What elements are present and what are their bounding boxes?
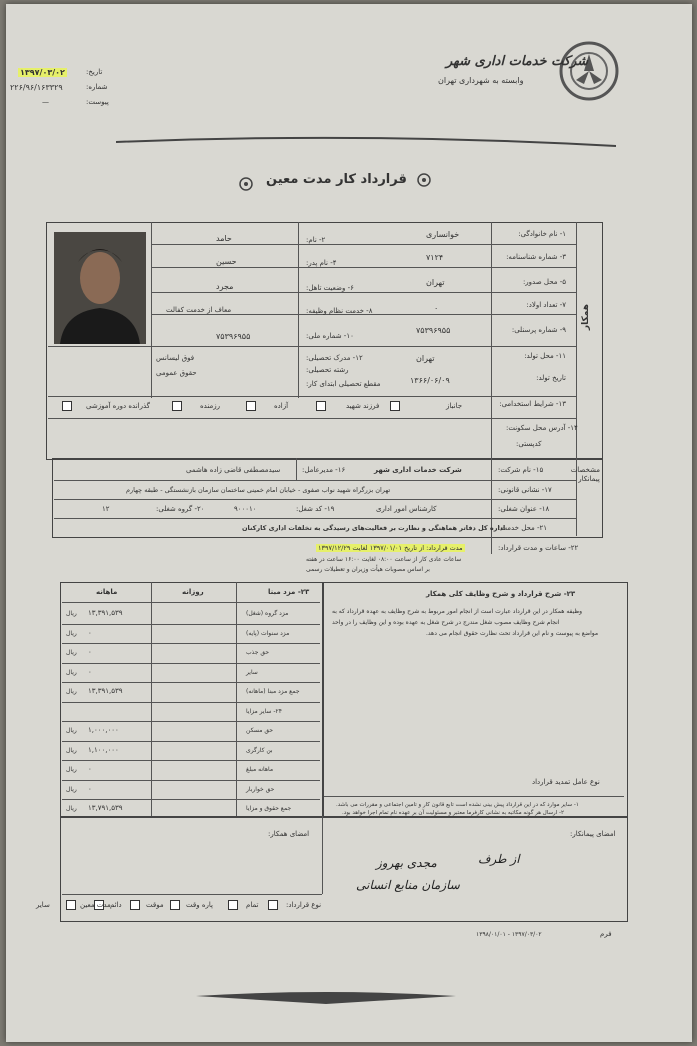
renewal-label: نوع عامل تمدید قرارداد bbox=[532, 778, 600, 786]
salary-row-divider bbox=[62, 760, 320, 761]
type-option-1: پاره وقت bbox=[186, 901, 213, 909]
employer-section-label: مشخصات پیمانکار bbox=[570, 466, 600, 483]
type-option-3: دائم bbox=[110, 901, 122, 909]
salary-row-month: ۰ bbox=[88, 667, 92, 676]
company-subtitle: وابسته به شهرداری تهران bbox=[438, 76, 524, 85]
military-label: ۸- خدمت نظام وظیفه: bbox=[306, 307, 373, 315]
issue-place-value: تهران bbox=[426, 278, 445, 287]
header-divider bbox=[116, 124, 616, 154]
marital-status-label: ۶- وضعیت تاهل: bbox=[306, 284, 354, 292]
salary-row-month: ۱۳,۷۹۱,۵۳۹ bbox=[88, 804, 123, 812]
hire-option-0-checkbox[interactable] bbox=[390, 401, 400, 411]
salary-row-item: جمع حقوق و مزایا bbox=[246, 805, 292, 812]
contract-title: قرارداد کار مدت معین bbox=[266, 172, 407, 187]
type-option-1-checkbox[interactable] bbox=[228, 900, 238, 910]
type-option-2: موقت bbox=[146, 901, 164, 909]
job-group-label: ۲۰- گروه شغلی: bbox=[156, 505, 205, 513]
issue-place-label: ۵- محل صدور: bbox=[522, 278, 566, 286]
hire-option-2: آزاده bbox=[274, 402, 289, 410]
salary-row-divider bbox=[62, 643, 320, 644]
hire-option-3: رزمنده bbox=[200, 402, 220, 410]
type-option-0: تمام bbox=[246, 901, 259, 909]
type-option-5-checkbox[interactable] bbox=[66, 900, 76, 910]
military-value: معاف از خدمت کفالت bbox=[166, 306, 232, 314]
type-option-4: مدت معین bbox=[80, 901, 111, 909]
salary-row-item: مزد گروه (شغل) bbox=[246, 610, 289, 617]
salary-row-month: ۰ bbox=[88, 628, 92, 637]
contract-page bbox=[6, 4, 692, 1042]
type-option-0-checkbox[interactable] bbox=[268, 900, 278, 910]
attach-value: — bbox=[42, 98, 49, 106]
type-option-5: سایر bbox=[36, 901, 50, 909]
national-id-value: ۷۵۳۹۶۹۵۵ bbox=[216, 332, 251, 341]
company-label: ۱۵- نام شرکت: bbox=[498, 466, 544, 474]
hire-option-4: گذرانده دوره آموزشی bbox=[86, 402, 151, 410]
first-name-label: ۲- نام: bbox=[306, 236, 326, 244]
field-value: حقوق عمومی bbox=[156, 369, 197, 377]
family-name-label: ۱- نام خانوادگی: bbox=[518, 230, 566, 238]
salary-row-item: حق مسکن bbox=[246, 727, 274, 734]
salary-row-divider bbox=[62, 780, 320, 781]
title-ornament-icon bbox=[238, 176, 254, 192]
contract-type-label: نوع قرارداد: bbox=[286, 901, 322, 909]
marital-status-value: مجرد bbox=[216, 282, 234, 291]
salary-row-item: حق جذب bbox=[246, 649, 270, 656]
hire-option-0: جانباز bbox=[446, 402, 463, 410]
duration-label: ۲۲- ساعات و مدت قرارداد: bbox=[498, 544, 579, 552]
salary-row-month: ۰ bbox=[88, 765, 92, 773]
contractor-signature-label: امضای پیمانکار: bbox=[570, 830, 616, 838]
job-code-label: ۱۹- کد شغل: bbox=[296, 505, 335, 513]
education-value: فوق لیسانس bbox=[156, 354, 195, 362]
employee-section-label: همکار bbox=[581, 304, 591, 331]
salary-head-item: ۲۳- مزد مبنا bbox=[268, 588, 310, 596]
family-name-value: خوانساری bbox=[426, 230, 460, 239]
salary-row-unit: ریال bbox=[66, 727, 77, 734]
hire-option-3-checkbox[interactable] bbox=[172, 401, 182, 411]
salary-row-divider bbox=[62, 702, 320, 703]
personnel-number-label: ۹- شماره پرسنلی: bbox=[511, 326, 566, 334]
salary-row-unit: ریال bbox=[66, 629, 77, 637]
salary-row-month: ۱۳,۳۹۱,۵۳۹ bbox=[88, 609, 123, 617]
postal-code-label: کدپستی: bbox=[516, 440, 542, 448]
job-title-value: کارشناس امور اداری bbox=[376, 505, 437, 513]
manager-label: ۱۶- مدیرعامل: bbox=[302, 466, 346, 474]
id-number-value: ۷۱۲۴ bbox=[426, 253, 444, 262]
address-label: ۱۴- آدرس محل سکونت: bbox=[506, 424, 578, 432]
salary-row-divider bbox=[62, 663, 320, 664]
national-id-label: ۱۰- شماره ملی: bbox=[306, 332, 354, 340]
salary-row-item: مزد سنوات (پایه) bbox=[246, 629, 290, 637]
salary-row-divider bbox=[62, 799, 320, 800]
hire-option-1-checkbox[interactable] bbox=[316, 401, 326, 411]
salary-row-divider bbox=[62, 682, 320, 683]
duties-title: ۲۳- شرح قرارداد و شرح وظایف کلی همکار bbox=[426, 590, 576, 598]
job-group-value: ۱۲ bbox=[102, 505, 110, 513]
note-1: ۱- سایر موارد که در این قرارداد پیش بینی نشده است تابع قانون کار و تامین اجتماعی و مقررات می باشد. bbox=[336, 802, 579, 808]
hire-option-1: فرزند شهید bbox=[346, 402, 380, 410]
salary-row-unit: ریال bbox=[66, 668, 77, 676]
hours-value-2: بر اساس مصوبات هیأت وزیران و تعطیلات رسمی bbox=[306, 566, 430, 573]
job-title-label: ۱۸- عنوان شغلی: bbox=[498, 505, 550, 513]
date-label: تاریخ: bbox=[86, 68, 103, 76]
salary-head-month: ماهانه bbox=[96, 588, 118, 596]
form-code: ۱۳۹۷/۰۳/۰۲ - ۱۳۹۸/۰۱/۰۱ bbox=[476, 931, 542, 938]
salary-row-unit: ریال bbox=[66, 766, 77, 773]
salary-head-day: روزانه bbox=[182, 588, 204, 596]
salary-row-month: ۰ bbox=[88, 648, 92, 656]
edu-place-label: مقطع تحصیلی ابتدای کار: bbox=[306, 380, 381, 388]
first-name-value: حامد bbox=[216, 234, 232, 243]
salary-row-unit: ریال bbox=[66, 649, 77, 656]
signature-name: مجدی بهروز bbox=[376, 856, 437, 870]
duties-line-2: مواضع به پیوست و نام این قرارداد تحت نظارت حقوق انجام می دهد. bbox=[426, 630, 599, 637]
company-name: شرکت خدمات اداری شهر bbox=[446, 54, 589, 69]
salary-row-unit: ریال bbox=[66, 785, 77, 793]
father-name-label: ۴- نام پدر: bbox=[306, 259, 337, 267]
salary-row-item: ماهانه مبلغ bbox=[246, 766, 274, 773]
duties-line-0: وظیفه همکار در این قرارداد عبارت است از انجام امور مربوط به شرح وظایف به عهده قرارداد که به bbox=[332, 608, 583, 615]
salary-row-divider bbox=[62, 624, 320, 625]
birth-place-label: ۱۱- محل تولد: bbox=[524, 352, 566, 360]
birth-place-value: تهران bbox=[416, 354, 435, 363]
duration-value: مدت قرارداد: از تاریخ ۱۳۹۷/۰۱/۰۱ لغایت ۱۳۹۷/۱۲/۲۹ bbox=[318, 544, 463, 552]
number-label: شماره: bbox=[86, 83, 108, 91]
company-value: شرکت خدمات اداری شهر bbox=[374, 466, 462, 474]
company-logo-icon bbox=[558, 40, 620, 102]
salary-row-divider bbox=[62, 741, 320, 742]
form-label: فرم bbox=[600, 930, 612, 938]
salary-row-item: سایر bbox=[246, 668, 258, 676]
father-name-value: حسین bbox=[216, 257, 237, 266]
number-value: ۲۲۶/۹۶/۱۶۳۳۲۹ bbox=[10, 83, 63, 92]
type-option-3-checkbox[interactable] bbox=[130, 900, 140, 910]
work-place-label: ۲۱- محل خدمت: bbox=[498, 524, 548, 532]
note-2: ۲- ارسال هر گونه مکاتبه به نشانی کارفرما معتبر و مسئولیت آن بر عهده نام تمام اجرا خواهد بود. bbox=[342, 810, 564, 816]
salary-row-month: ۰ bbox=[88, 784, 92, 793]
employee-signature-label: امضای همکار: bbox=[268, 830, 310, 838]
salary-row-item: بن کارگری bbox=[246, 746, 273, 754]
salary-row-divider bbox=[62, 721, 320, 722]
personnel-number-value: ۷۵۳۹۶۹۵۵ bbox=[416, 326, 451, 335]
attach-label: پیوست: bbox=[86, 98, 109, 106]
legal-address-value: تهران بزرگراه شهید نواب صفوی - خیابان امام خمینی ساختمان سازمان بازنشستگی - طبقه چهارم bbox=[126, 486, 391, 494]
salary-row-unit: ریال bbox=[66, 688, 77, 695]
birth-date-label: تاریخ تولد: bbox=[536, 374, 566, 382]
hours-value: ساعات عادی کار از ساعت ۰۸:۰۰ لغایت ۱۶:۰۰ ساعت در هفته bbox=[306, 556, 462, 563]
salary-row-month: ۱۳,۳۹۱,۵۳۹ bbox=[88, 687, 123, 695]
job-code-value: ۹۰۰۰۱۰ bbox=[234, 505, 257, 513]
field-label: رشته تحصیلی: bbox=[306, 366, 349, 374]
work-place-value: اداره کل دفاتر هماهنگی و نظارت بر فعالیت‌های رسیدگی به تخلفات اداری کارکنان bbox=[242, 524, 506, 532]
salary-row-item: جمع مزد مبنا (ماهانه) bbox=[246, 688, 300, 695]
manager-value: سیدمصطفی قاضی زاده هاشمی bbox=[186, 466, 281, 474]
salary-row-item: حق خواربار bbox=[246, 785, 275, 793]
legal-address-label: ۱۷- نشانی قانونی: bbox=[498, 486, 552, 494]
duties-line-1: انجام شرح وظایف مصوب شغل مندرج در شرح شغل به عهده بوده و این وظایف را در واحد bbox=[332, 619, 560, 626]
signature-from: از طرف bbox=[478, 852, 520, 866]
children-count-value: ۰ bbox=[434, 304, 439, 313]
education-label: ۱۲- مدرک تحصیلی: bbox=[306, 354, 363, 362]
hire-option-2-checkbox[interactable] bbox=[246, 401, 256, 411]
children-count-label: ۷- تعداد اولاد: bbox=[526, 301, 566, 309]
employee-photo bbox=[54, 232, 146, 344]
salary-row-unit: ریال bbox=[66, 805, 77, 812]
hire-option-4-checkbox[interactable] bbox=[62, 401, 72, 411]
salary-row-month: ۱,۱۰۰,۰۰۰ bbox=[88, 745, 119, 754]
date-value: ۱۳۹۷/۰۳/۰۲ bbox=[20, 68, 65, 77]
id-number-label: ۳- شماره شناسنامه: bbox=[506, 253, 566, 261]
type-option-2-checkbox[interactable] bbox=[170, 900, 180, 910]
signature-org: سازمان منابع انسانی bbox=[356, 878, 460, 892]
title-ornament-icon bbox=[416, 172, 432, 188]
salary-row-item: ۲۴- سایر مزایا bbox=[246, 707, 282, 715]
hire-conditions-label: ۱۳- شرایط استخدامی: bbox=[499, 400, 566, 408]
salary-row-unit: ریال bbox=[66, 610, 77, 617]
salary-row-unit: ریال bbox=[66, 746, 77, 754]
salary-row-month: ۱,۰۰۰,۰۰۰ bbox=[88, 726, 119, 734]
footer-ornament bbox=[196, 974, 456, 1014]
birth-date-value: ۱۳۶۶/۰۶/۰۹ bbox=[410, 376, 450, 385]
